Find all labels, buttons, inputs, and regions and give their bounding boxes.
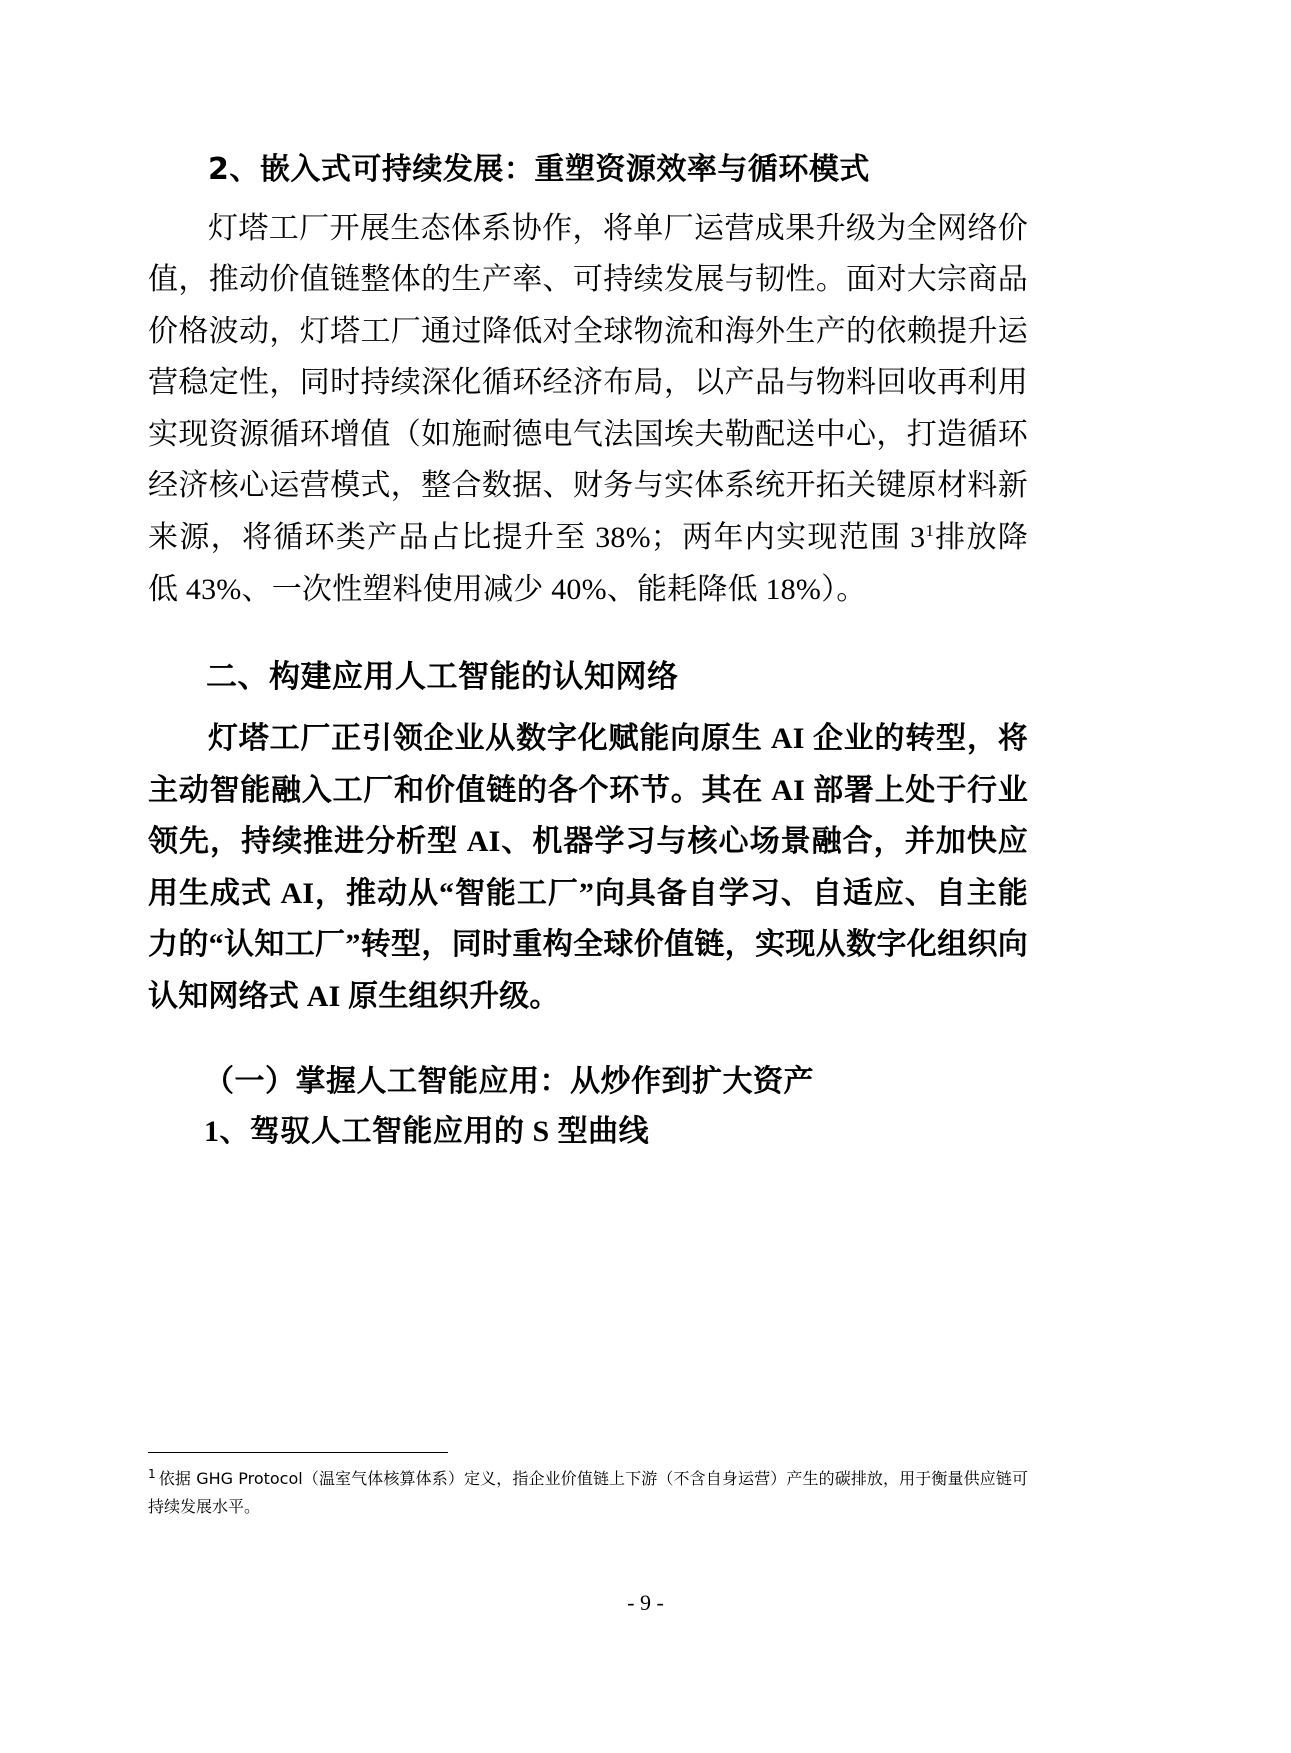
subheading-s-curve: 1、驾驭人工智能应用的 S 型曲线 xyxy=(204,1114,650,1148)
paragraph-lighthouse-ecosystem xyxy=(148,203,1028,616)
heading-cognitive-network: 二、构建应用人工智能的认知网络 xyxy=(206,659,679,696)
paragraph-text-part2: 排放降低 43%、一次性塑料使用减少 40%、能耗降低 18%）。 xyxy=(148,521,1028,606)
paragraph-text-part1: 灯塔工厂开展生态体系协作，将单厂运营成果升级为全网络价值，推动价值链整体的生产率、可持续发展与韧性。面对大宗商品价格波动，灯塔工厂通过降低对全球物流和海外生产的依赖提升运营稳定性，同时持续深化循环经济布局，以产品与物料回收再利用实现资源循环增值（如施耐德电气法国埃夫勒配送中心，打造循环经济核心运营模式，整合数据、财务与实体系统开拓关键原材料新来源，将循环类产品占比提升至 38%；两年内实现范围 3 xyxy=(148,211,1028,555)
footnote-entry xyxy=(148,1465,1028,1521)
subheading-master-ai-application: （一）掌握人工智能应用：从炒作到扩大资产 xyxy=(204,1064,814,1098)
footnote-body: 依据 GHG Protocol（温室气体核算体系）定义，指企业价值链上下游（不含自身运营）产生的碳排放，用于衡量供应链可持续发展水平。 xyxy=(148,1469,1028,1516)
page-content xyxy=(148,150,1028,1163)
footnote-reference-1[interactable]: 1 xyxy=(925,521,935,541)
footnote-number: 1 xyxy=(148,1466,156,1481)
paragraph-ai-native-transformation: 灯塔工厂正引领企业从数字化赋能向原生 AI 企业的转型，将主动智能融入工厂和价值链的各个环节。其在 AI 部署上处于行业领先，持续推进分析型 AI、机器学习与核心场景融合，并加快应用生成式 AI，推动从“智能工厂”向具备自学习、自适应、自主能力的“认知工厂”转型，同时重构全球价值链，实现从数字化组织向认知网络式 AI 原生组织升级。 xyxy=(148,722,1028,1014)
page-number: - 9 - xyxy=(627,1590,664,1615)
footnote-separator-rule xyxy=(148,1452,448,1453)
footnote-area xyxy=(148,1452,1028,1521)
heading-embedded-sustainability: 2、嵌入式可持续发展：重塑资源效率与循环模式 xyxy=(208,152,870,187)
